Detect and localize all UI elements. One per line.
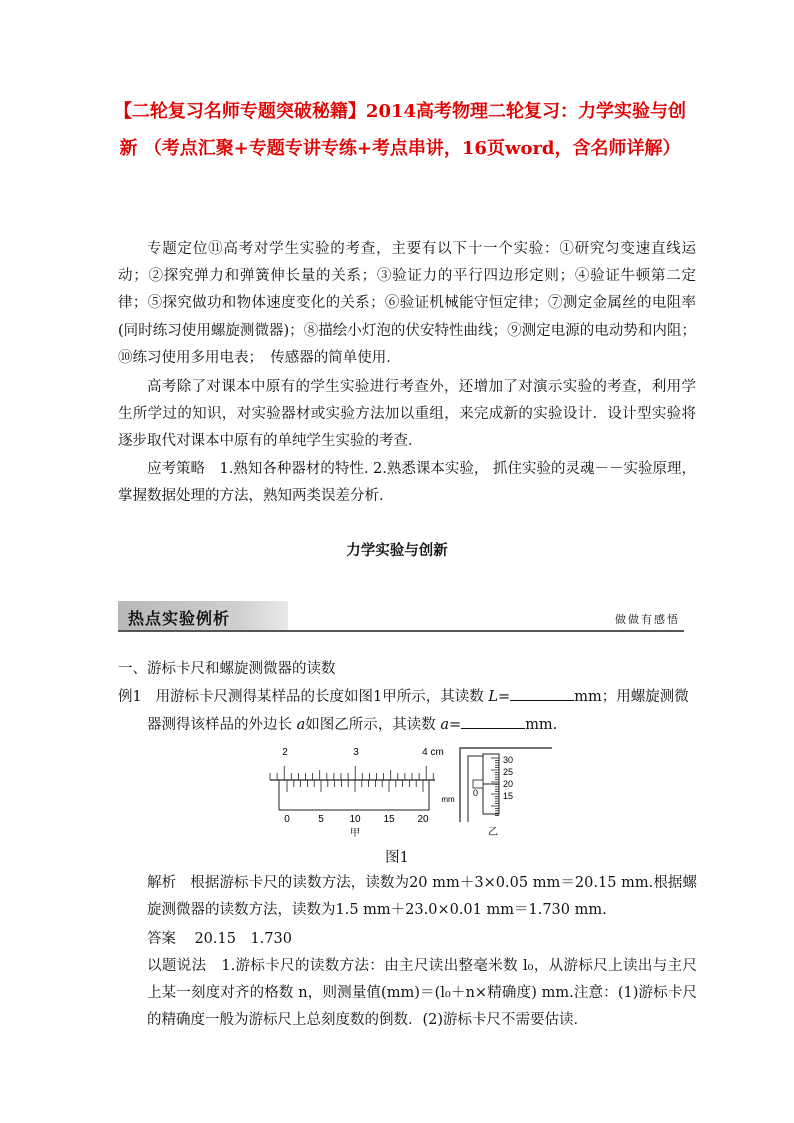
micrometer-zero: 0	[473, 788, 479, 798]
intro-paragraph-2: 高考除了对课本中原有的学生实验进行考查外，还增加了对演示实验的考查，利用学生所学过的知识，对实验器材或实验方法加以重组，来完成新的实验设计．设计型实验将逐步取代对课本中原有的单纯学生实验的考查．	[118, 379, 696, 450]
example-label: 例1	[118, 689, 142, 705]
micrometer-label-15: 15	[503, 791, 514, 801]
solution-label: 解析	[147, 875, 177, 891]
vernier-label-20: 20	[417, 814, 429, 825]
variable-L: L	[488, 689, 499, 705]
subsection-heading: 一、游标卡尺和螺旋测微器的读数	[118, 661, 336, 677]
document-title: 【二轮复习名师专题突破秘籍】2014高考物理二轮复习：力学实验与创新 （考点汇聚+专题专讲专练+考点串讲，16页word，含名师详解）	[113, 101, 687, 159]
answer-label: 答案	[147, 931, 176, 947]
caliper-main-ticks	[270, 766, 433, 780]
caliper-main-label-3: 3	[353, 747, 359, 758]
banner-left-text: 热点实验例析	[128, 609, 231, 628]
equals-sign: =	[498, 689, 511, 705]
micrometer	[441, 748, 552, 838]
section-title: 力学实验与创新	[346, 542, 448, 559]
section-banner	[118, 601, 684, 632]
vernier-label-5: 5	[318, 814, 324, 825]
caliper-vernier-ticks	[287, 780, 423, 792]
example-text-2: 器测得该样品的外边长	[147, 717, 292, 733]
solution-text: 根据游标卡尺的读数方法，读数为20 mm＋3×0.05 mm＝20.15 mm.根据螺旋测微器的读数方法，读数为1.5 mm＋23.0×0.01 mm＝1.730 mm.	[147, 875, 698, 919]
caliper-name: 甲	[350, 828, 360, 839]
solution-paragraph	[147, 870, 697, 924]
vernier-label-0: 0	[284, 814, 290, 825]
caliper-main-label-2: 2	[282, 747, 288, 758]
answer-line	[147, 929, 292, 949]
intro-paragraph-1: 专题定位⑪高考对学生实验的考查，主要有以下十一个实验：①研究匀变速直线运动；②探究弹力和弹簧伸长量的关系；③验证力的平行四边形定则；④验证牛顿第二定律；⑤探究做功和物体速度变化的关系；⑥验证机械能守恒定律；⑦测定金属丝的电阻率(同时练习使用螺旋测微器)；⑧描绘小灯泡的伏安特性曲线；⑨测定电源的电动势和内阻；⑩练习使用多用电表； 传感器的简单使用．	[118, 241, 696, 366]
micrometer-label-30: 30	[503, 755, 514, 765]
figure-svg	[265, 740, 555, 840]
micrometer-label-20: 20	[503, 779, 514, 789]
method-paragraph: 以题说法 1.游标卡尺的读数方法：由主尺读出整毫米数 l₀，从游标尺上读出与主尺上某一刻度对齐的格数 n，则测量值(mm)＝(l₀＋n×精确度) mm.注意：(1)游标卡尺的精确度一般为游标尺上总刻度数的倒数．(2)游标卡尺不需要估读．	[147, 958, 697, 1029]
example-text-3: 如图乙所示，其读数	[305, 717, 436, 733]
banner-right-text: 做做有感悟	[615, 613, 680, 626]
answer-blank-L	[510, 686, 574, 701]
micrometer-unit: mm	[441, 795, 455, 804]
example-unit-2: mm.	[525, 717, 558, 733]
banner-rule	[118, 630, 684, 632]
intro-paragraph-3: 应考策略 1.熟知各种器材的特性. 2.熟悉课本实验， 抓住实验的灵魂－－实验原理，掌握数据处理的方法，熟知两类误差分析．	[118, 461, 696, 505]
example-line-1	[118, 686, 689, 707]
variable-a: a	[296, 717, 306, 733]
micrometer-label-25: 25	[503, 767, 514, 777]
figure-1	[265, 740, 555, 840]
example-line-2	[147, 714, 557, 735]
answer-blank-a	[461, 714, 525, 729]
answer-values: 20.15 1.730	[194, 931, 292, 947]
variable-a-2: a	[440, 717, 450, 733]
caliper-main-label-4cm: 4 cm	[422, 747, 444, 758]
equals-sign-2: =	[449, 717, 462, 733]
example-unit-1: mm；用螺旋测微	[574, 689, 689, 705]
example-text-1: 用游标卡尺测得某样品的长度如图1甲所示，其读数	[155, 689, 484, 705]
vernier-label-10: 10	[349, 814, 361, 825]
vernier-caliper	[270, 747, 444, 839]
figure-caption: 图1	[385, 850, 409, 866]
micrometer-name: 乙	[488, 827, 498, 838]
vernier-label-15: 15	[383, 814, 395, 825]
caliper-vernier-box	[279, 780, 429, 810]
micrometer-sleeve	[473, 780, 483, 788]
